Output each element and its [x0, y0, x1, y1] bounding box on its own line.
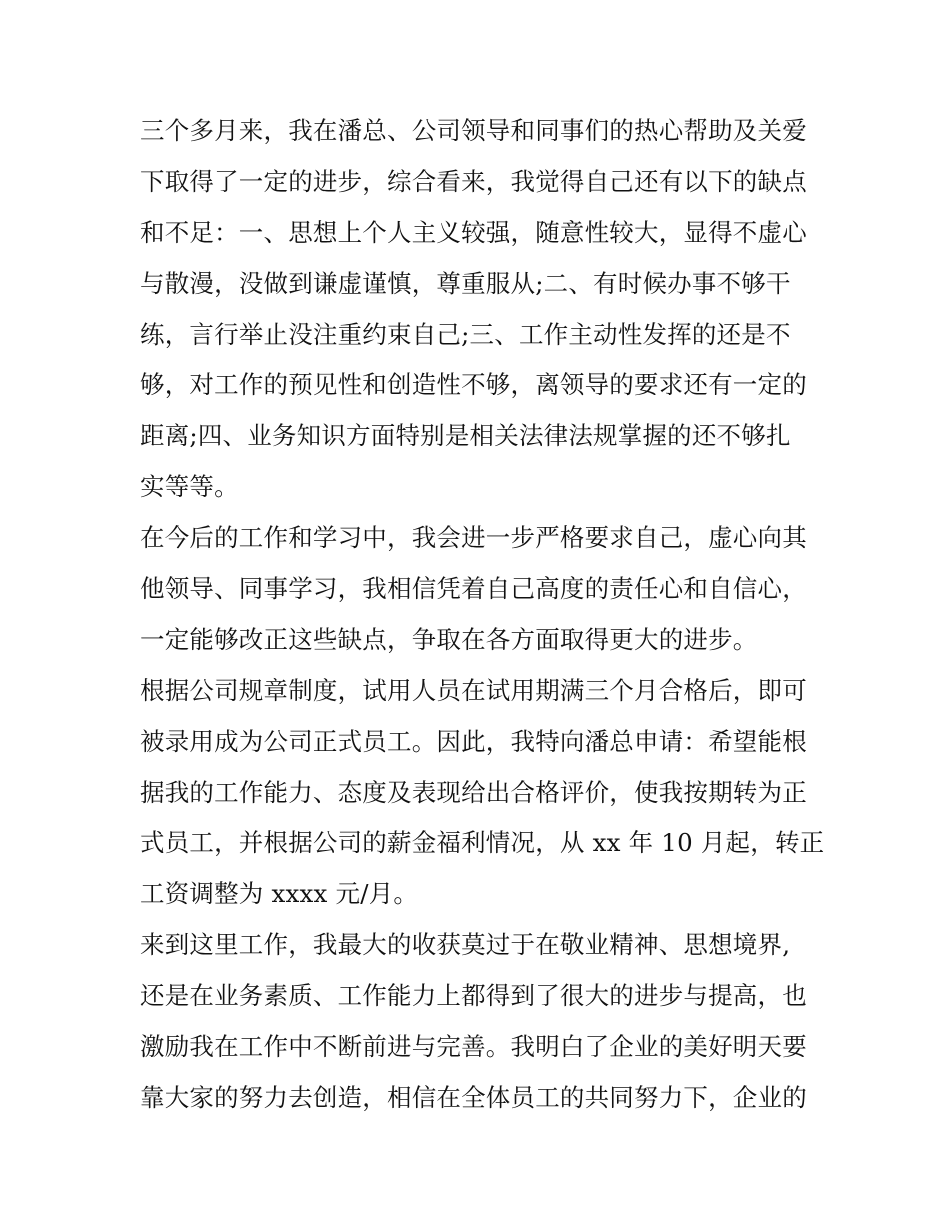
text-line: 工资调整为 xxxx 元/月。 — [140, 879, 419, 909]
text-line: 据我的工作能力、态度及表现给出合格评价，使我按期转为正 — [140, 777, 807, 807]
paragraph-gains — [140, 920, 815, 1124]
text-line: 根据公司规章制度，试用人员在试用期满三个月合格后，即可 — [140, 675, 807, 705]
text-line: 距离;四、业务知识方面特别是相关法律法规掌握的还不够扎 — [140, 421, 791, 451]
text-line: 与散漫，没做到谦虚谨慎，尊重服从;二、有时候办事不够干 — [140, 268, 791, 298]
text-line: 三个多月来，我在潘总、公司领导和同事们的热心帮助及关爱 — [140, 116, 807, 145]
text-line: 还是在业务素质、工作能力上都得到了很大的进步与提高，也 — [140, 981, 807, 1011]
text-line: 练，言行举止没注重约束自己;三、工作主动性发挥的还是不 — [140, 319, 791, 349]
text-line: 一定能够改正这些缺点，争取在各方面取得更大的进步。 — [140, 624, 758, 654]
paragraph-self-assessment — [140, 106, 815, 513]
text-line: 靠大家的努力去创造，相信在全体员工的共同努力下，企业的 — [140, 1082, 807, 1112]
text-line: 实等等。 — [140, 472, 239, 502]
paragraph-application — [140, 666, 825, 920]
text-line: 下取得了一定的进步，综合看来，我觉得自己还有以下的缺点 — [140, 166, 807, 196]
document-page — [140, 106, 825, 1124]
text-line: 他领导、同事学习，我相信凭着自己高度的责任心和自信心， — [140, 574, 807, 604]
text-line: 被录用成为公司正式员工。因此，我特向潘总申请：希望能根 — [140, 726, 807, 756]
text-line: 式员工，并根据公司的薪金福利情况，从 xx 年 10 月起，转正 — [140, 828, 825, 858]
text-line: 激励我在工作中不断前进与完善。我明白了企业的美好明天要 — [140, 1032, 807, 1062]
text-line: 来到这里工作，我最大的收获莫过于在敬业精神、思想境界, — [140, 930, 791, 960]
text-line: 够，对工作的预见性和创造性不够，离领导的要求还有一定的 — [140, 370, 807, 400]
text-line: 在今后的工作和学习中，我会进一步严格要求自己，虚心向其 — [140, 523, 807, 553]
text-line: 和不足：一、思想上个人主义较强，随意性较大，显得不虚心 — [140, 217, 807, 247]
paragraph-future-plan — [140, 513, 815, 666]
